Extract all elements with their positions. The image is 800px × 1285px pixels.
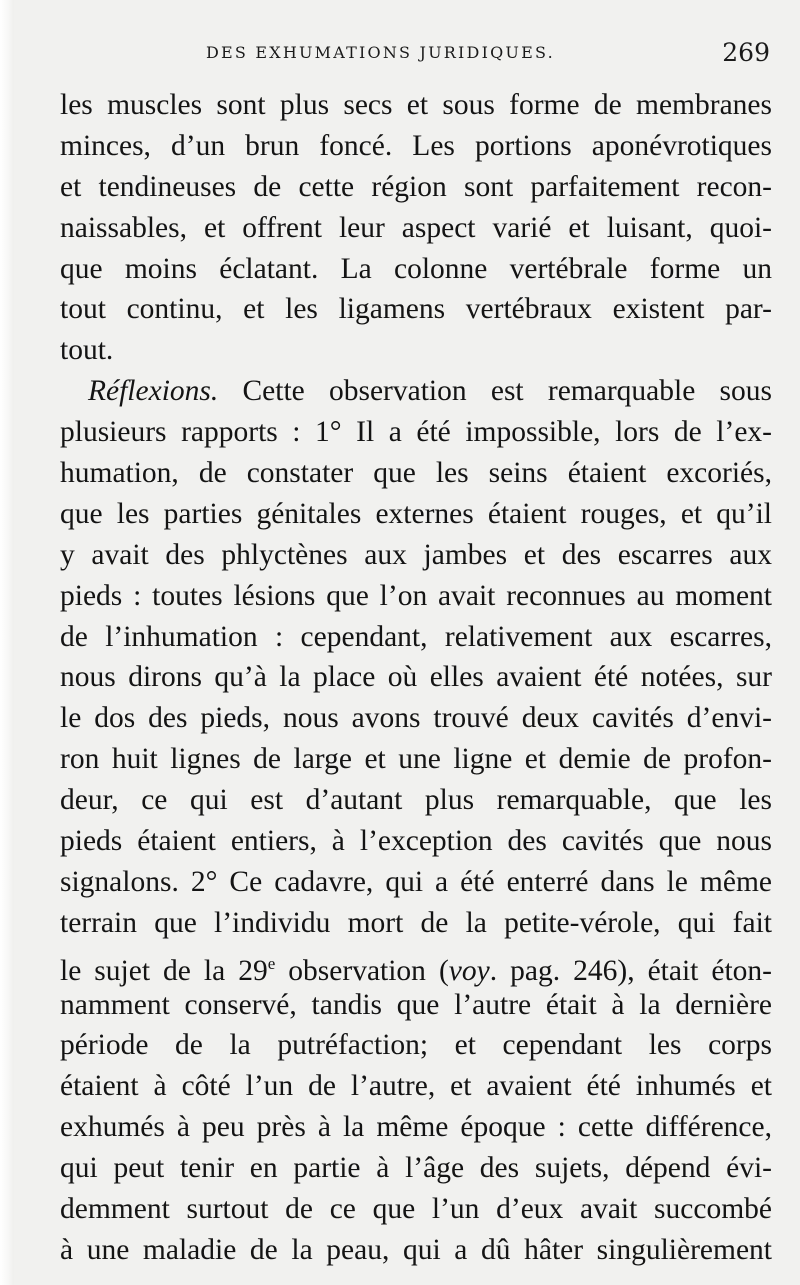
superscript: e	[267, 953, 276, 973]
text-line: naissables, et offrent leur aspect varié et luisant, quoi-	[60, 211, 772, 244]
reference-text: observation (	[275, 954, 449, 987]
text-line: de l’inhumation : cependant, relativement aux escarres,	[60, 620, 772, 653]
text-line: tout continu, et les ligamens vertébraux existent par-	[60, 293, 772, 326]
running-title: DES EXHUMATIONS JURIDIQUES.	[206, 43, 555, 62]
text-line: pieds étaient entiers, à l’exception des cavités que nous	[60, 825, 772, 858]
text-line: nous dirons qu’à la place où elles avaient été notées, sur	[60, 661, 772, 694]
text-line: terrain que l’individu mort de la petite-vérole, qui fait	[60, 906, 772, 939]
text-line: période de la putréfaction; et cependant les corps	[60, 1029, 772, 1062]
paragraph-start-line	[60, 371, 772, 412]
text-line: que les parties génitales externes étaient rouges, et qu’il	[60, 497, 772, 530]
reflexions-text: Cette observation est remarquable sous	[218, 375, 772, 408]
text-line: signalons. 2° Ce cadavre, qui a été enterré dans le même	[60, 865, 772, 898]
text-line: humation, de constater que les seins étaient excoriés,	[60, 457, 772, 490]
reference-text: le sujet de la 29	[60, 954, 268, 987]
text-line: namment conservé, tandis que l’autre était à la dernière	[60, 988, 772, 1021]
text-line-with-reference	[60, 944, 772, 985]
text-line: y avait des phlyctènes aux jambes et des escarres aux	[60, 538, 772, 571]
text-line: ron huit lignes de large et une ligne et demie de profon-	[60, 743, 772, 776]
text-line: que moins éclatant. La colonne vertébrale forme un	[60, 252, 772, 285]
text-line: plusieurs rapports : 1° Il a été impossible, lors de l’ex-	[60, 416, 772, 449]
text-line: tout.	[60, 334, 114, 367]
text-line: étaient à côté l’un de l’autre, et avaient été inhumés et	[60, 1070, 772, 1103]
page-number: 269	[722, 38, 770, 67]
text-line: minces, d’un brun foncé. Les portions aponévrotiques	[60, 129, 772, 162]
text-line: exhumés à peu près à la même époque : cette différence,	[60, 1111, 772, 1144]
voy-abbrev: voy	[448, 954, 490, 987]
text-line: qui peut tenir en partie à l’âge des sujets, dépend évi-	[60, 1152, 772, 1185]
text-line: deur, ce qui est d’autant plus remarquable, que les	[60, 784, 772, 817]
text-line: et tendineuses de cette région sont parfaitement recon-	[60, 170, 772, 203]
text-line: à une maladie de la peau, qui a dû hâter singulièrement	[60, 1233, 772, 1266]
page-edge	[0, 0, 14, 1285]
text-line: pieds : toutes lésions que l’on avait reconnues au moment	[60, 579, 772, 612]
reference-text: . pag. 246), était éton-	[489, 954, 773, 987]
text-line: le dos des pieds, nous avons trouvé deux cavités d’envi-	[60, 702, 772, 735]
text-line: demment surtout de ce que l’un d’eux avait succombé	[60, 1193, 772, 1226]
reflexions-label: Réflexions.	[88, 375, 219, 408]
body-text	[60, 85, 772, 1271]
text-line: les muscles sont plus secs et sous forme de membranes	[60, 89, 772, 121]
page-header	[58, 36, 770, 76]
